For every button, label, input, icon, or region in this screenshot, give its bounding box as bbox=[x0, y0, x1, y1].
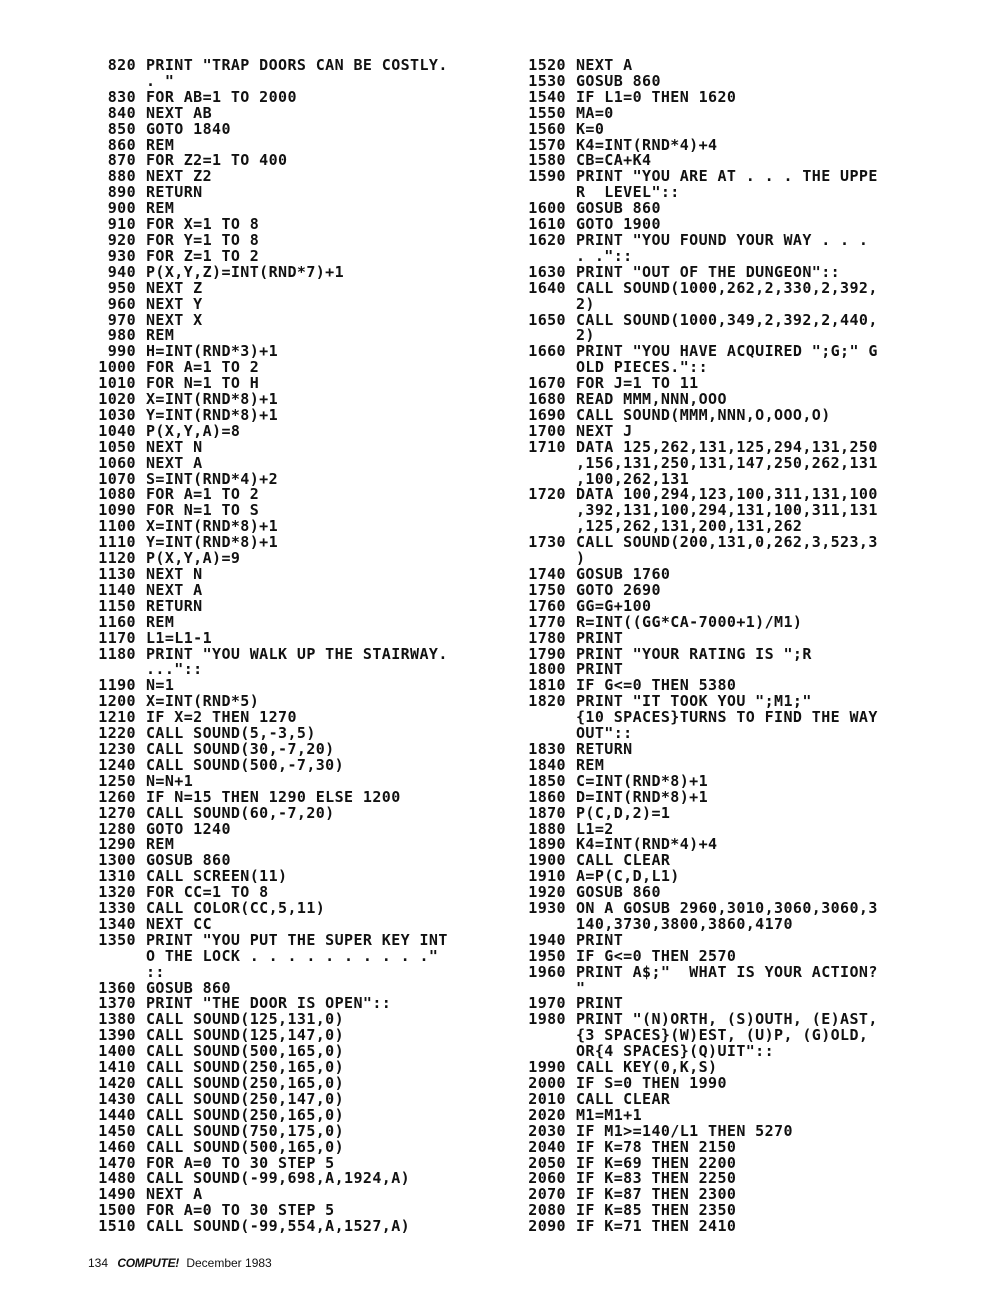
code-text: CALL SOUND(750,175,0) bbox=[146, 1121, 345, 1140]
code-text: K4=INT(RND*4)+4 bbox=[576, 835, 718, 854]
code-text: L1=2 bbox=[576, 819, 614, 838]
line-number: 1070 bbox=[98, 469, 136, 488]
line-number: 2050 bbox=[528, 1153, 566, 1172]
code-text: IF S=0 THEN 1990 bbox=[576, 1074, 727, 1092]
code-text: 2) bbox=[576, 294, 595, 313]
line-number: 1250 bbox=[98, 771, 136, 790]
code-text: DATA 100,294,123,100,311,131,100 bbox=[576, 485, 878, 504]
line-number: 1140 bbox=[98, 580, 136, 599]
code-text: CALL SOUND(-99,698,A,1924,A) bbox=[146, 1169, 411, 1188]
code-text: NEXT X bbox=[146, 310, 203, 329]
code-text: FOR A=1 TO 2 bbox=[146, 358, 260, 377]
line-number: 1650 bbox=[528, 310, 566, 329]
line-number: 1240 bbox=[98, 755, 136, 774]
line-number: 1040 bbox=[98, 421, 136, 440]
code-text: CALL SOUND(125,131,0) bbox=[146, 1010, 345, 1029]
line-number: 910 bbox=[107, 215, 136, 234]
line-number: 1120 bbox=[98, 549, 136, 568]
page-footer bbox=[88, 1256, 272, 1270]
code-text: Y=INT(RND*8)+1 bbox=[146, 405, 279, 424]
line-number: 1830 bbox=[528, 739, 566, 758]
line-number: 1480 bbox=[98, 1169, 136, 1188]
line-number: 1880 bbox=[528, 819, 566, 838]
line-number: 1630 bbox=[528, 262, 566, 281]
line-number: 1600 bbox=[528, 199, 566, 218]
line-number: 1640 bbox=[528, 278, 566, 297]
code-text: PRINT "YOU ARE AT . . . THE UPPE bbox=[576, 167, 878, 186]
code-text: NEXT Y bbox=[146, 294, 203, 313]
code-text: NEXT A bbox=[576, 56, 633, 74]
line-number: 1980 bbox=[528, 1010, 566, 1029]
line-number: 2000 bbox=[528, 1074, 566, 1092]
code-text: PRINT "YOUR RATING IS ";R bbox=[576, 644, 812, 663]
code-text: :: bbox=[146, 962, 165, 981]
code-text: NEXT A bbox=[146, 453, 203, 472]
line-number: 880 bbox=[107, 167, 136, 186]
line-number: 1190 bbox=[98, 676, 136, 695]
code-text: ON A GOSUB 2960,3010,3060,3060,3 bbox=[576, 899, 878, 918]
code-text: CALL CLEAR bbox=[576, 851, 671, 870]
code-text: OLD PIECES.":: bbox=[576, 358, 709, 377]
code-text: 140,3730,3800,3860,4170 bbox=[576, 914, 793, 933]
code-text: PRINT bbox=[576, 628, 624, 647]
line-number: 980 bbox=[107, 326, 136, 345]
line-number: 1680 bbox=[528, 390, 566, 409]
code-text: O THE LOCK . . . . . . . . . ." bbox=[146, 946, 439, 965]
line-number: 2070 bbox=[528, 1185, 566, 1204]
line-number: 850 bbox=[107, 119, 136, 138]
line-number: 1220 bbox=[98, 724, 136, 743]
code-text: RETURN bbox=[576, 739, 633, 758]
line-number: 820 bbox=[107, 56, 136, 74]
code-text: IF K=85 THEN 2350 bbox=[576, 1201, 737, 1220]
code-text: IF K=78 THEN 2150 bbox=[576, 1137, 737, 1156]
code-text: FOR Z2=1 TO 400 bbox=[146, 151, 288, 170]
line-number: 1670 bbox=[528, 374, 566, 393]
line-number: 1550 bbox=[528, 103, 566, 122]
code-text: CALL SOUND(30,-7,20) bbox=[146, 739, 335, 758]
code-text: GOTO 2690 bbox=[576, 580, 661, 599]
code-text: PRINT A$;" WHAT IS YOUR ACTION? bbox=[576, 962, 878, 981]
code-text: RETURN bbox=[146, 596, 203, 615]
code-text: FOR Z=1 TO 2 bbox=[146, 246, 260, 265]
line-number: 1870 bbox=[528, 803, 566, 822]
code-text: CALL SOUND(-99,554,A,1527,A) bbox=[146, 1217, 411, 1236]
line-number: 1080 bbox=[98, 485, 136, 504]
line-number: 890 bbox=[107, 183, 136, 202]
line-number: 1440 bbox=[98, 1105, 136, 1124]
code-text: REM bbox=[146, 835, 175, 854]
code-text: ) bbox=[576, 549, 586, 568]
code-text: IF M1>=140/L1 THEN 5270 bbox=[576, 1121, 793, 1140]
code-text: R LEVEL":: bbox=[576, 183, 680, 202]
code-text: CALL COLOR(CC,5,11) bbox=[146, 899, 326, 918]
line-number: 1390 bbox=[98, 1026, 136, 1045]
line-number: 1950 bbox=[528, 946, 566, 965]
code-text: X=INT(RND*8)+1 bbox=[146, 390, 279, 409]
line-number: 1740 bbox=[528, 565, 566, 583]
line-number: 1030 bbox=[98, 405, 136, 424]
code-text: CALL SOUND(250,147,0) bbox=[146, 1089, 345, 1108]
code-text: CALL SOUND(500,165,0) bbox=[146, 1042, 345, 1061]
line-number: 1380 bbox=[98, 1010, 136, 1029]
code-text: S=INT(RND*4)+2 bbox=[146, 469, 279, 488]
line-number: 1850 bbox=[528, 771, 566, 790]
code-text: REM bbox=[146, 199, 175, 218]
code-text: N=N+1 bbox=[146, 771, 194, 790]
line-number: 1800 bbox=[528, 660, 566, 679]
line-number: 860 bbox=[107, 135, 136, 154]
code-text: PRINT "IT TOOK YOU ";M1;" bbox=[576, 692, 812, 711]
code-text: DATA 125,262,131,125,294,131,250 bbox=[576, 437, 878, 456]
line-number: 950 bbox=[107, 278, 136, 297]
line-number: 2060 bbox=[528, 1169, 566, 1188]
line-number: 1560 bbox=[528, 119, 566, 138]
code-text: GOTO 1900 bbox=[576, 215, 661, 234]
code-text: PRINT "YOU HAVE ACQUIRED ";G;" G bbox=[576, 342, 878, 361]
code-text: REM bbox=[576, 755, 605, 774]
line-number: 1610 bbox=[528, 215, 566, 234]
code-text: FOR J=1 TO 11 bbox=[576, 374, 699, 393]
line-number: 1150 bbox=[98, 596, 136, 615]
code-text: GOSUB 860 bbox=[576, 71, 661, 90]
line-number: 1350 bbox=[98, 930, 136, 949]
line-number: 1260 bbox=[98, 787, 136, 806]
code-text: Y=INT(RND*8)+1 bbox=[146, 533, 279, 552]
code-text: P(X,Y,A)=8 bbox=[146, 421, 241, 440]
line-number: 1110 bbox=[98, 533, 136, 552]
line-number: 1400 bbox=[98, 1042, 136, 1061]
code-text: CALL CLEAR bbox=[576, 1089, 671, 1108]
code-text: GOTO 1240 bbox=[146, 819, 231, 838]
line-number: 1330 bbox=[98, 899, 136, 918]
code-text: GOSUB 860 bbox=[146, 978, 231, 997]
code-text: NEXT Z2 bbox=[146, 167, 213, 186]
line-number: 940 bbox=[107, 262, 136, 281]
code-text: P(X,Y,A)=9 bbox=[146, 549, 241, 568]
code-text: REM bbox=[146, 612, 175, 631]
code-text: PRINT "YOU PUT THE SUPER KEY INT bbox=[146, 930, 448, 949]
line-number: 2030 bbox=[528, 1121, 566, 1140]
line-number: 920 bbox=[107, 230, 136, 249]
line-number: 1900 bbox=[528, 851, 566, 870]
line-number: 1840 bbox=[528, 755, 566, 774]
line-number: 1790 bbox=[528, 644, 566, 663]
code-text: NEXT A bbox=[146, 1185, 203, 1204]
code-text: PRINT bbox=[576, 660, 624, 679]
code-text: . .":: bbox=[576, 246, 633, 265]
code-text: FOR X=1 TO 8 bbox=[146, 215, 260, 234]
code-text: NEXT CC bbox=[146, 914, 213, 933]
code-text: CALL SOUND(500,165,0) bbox=[146, 1137, 345, 1156]
code-text: RETURN bbox=[146, 183, 203, 202]
code-text: GOSUB 860 bbox=[576, 883, 661, 902]
line-number: 1340 bbox=[98, 914, 136, 933]
code-text: R=INT((GG*CA-7000+1)/M1) bbox=[576, 612, 803, 631]
code-text: CALL SOUND(125,147,0) bbox=[146, 1026, 345, 1045]
line-number: 1280 bbox=[98, 819, 136, 838]
code-text: H=INT(RND*3)+1 bbox=[146, 342, 279, 361]
line-number: 2040 bbox=[528, 1137, 566, 1156]
code-text: P(X,Y,Z)=INT(RND*7)+1 bbox=[146, 262, 345, 281]
code-text: ,156,131,250,131,147,250,262,131 bbox=[576, 453, 878, 472]
magazine-name: COMPUTE! bbox=[117, 1256, 179, 1270]
code-text: CALL SOUND(500,-7,30) bbox=[146, 755, 345, 774]
line-number: 1660 bbox=[528, 342, 566, 361]
line-number: 2010 bbox=[528, 1089, 566, 1108]
line-number: 1710 bbox=[528, 437, 566, 456]
line-number: 1050 bbox=[98, 437, 136, 456]
line-number: 1580 bbox=[528, 151, 566, 170]
code-text: CALL SOUND(250,165,0) bbox=[146, 1058, 345, 1077]
line-number: 1160 bbox=[98, 612, 136, 631]
line-number: 1230 bbox=[98, 739, 136, 758]
line-number: 1490 bbox=[98, 1185, 136, 1204]
code-text: PRINT bbox=[576, 994, 624, 1013]
code-text: NEXT J bbox=[576, 421, 633, 440]
code-text: GOSUB 860 bbox=[146, 851, 231, 870]
line-number: 1730 bbox=[528, 533, 566, 552]
code-text: CALL KEY(0,K,S) bbox=[576, 1058, 718, 1077]
line-number: 1010 bbox=[98, 374, 136, 393]
line-number: 1700 bbox=[528, 421, 566, 440]
code-text: FOR N=1 TO S bbox=[146, 501, 260, 520]
code-text: NEXT A bbox=[146, 580, 203, 599]
line-number: 1910 bbox=[528, 867, 566, 886]
line-number: 1780 bbox=[528, 628, 566, 647]
line-number: 2020 bbox=[528, 1105, 566, 1124]
line-number: 1920 bbox=[528, 883, 566, 902]
line-number: 1620 bbox=[528, 230, 566, 249]
code-text: L1=L1-1 bbox=[146, 628, 213, 647]
line-number: 1310 bbox=[98, 867, 136, 886]
line-number: 1100 bbox=[98, 517, 136, 536]
code-text: X=INT(RND*8)+1 bbox=[146, 517, 279, 536]
code-text: GOSUB 1760 bbox=[576, 565, 671, 583]
line-number: 1990 bbox=[528, 1058, 566, 1077]
line-number: 1090 bbox=[98, 501, 136, 520]
code-text: FOR AB=1 TO 2000 bbox=[146, 87, 297, 106]
code-text: A=P(C,D,L1) bbox=[576, 867, 680, 886]
line-number: 1750 bbox=[528, 580, 566, 599]
line-number: 1020 bbox=[98, 390, 136, 409]
line-number: 1760 bbox=[528, 596, 566, 615]
line-number: 1530 bbox=[528, 71, 566, 90]
line-number: 1420 bbox=[98, 1074, 136, 1092]
code-text: IF K=69 THEN 2200 bbox=[576, 1153, 737, 1172]
code-text: CALL SOUND(1000,262,2,330,2,392, bbox=[576, 278, 878, 297]
code-text: PRINT "(N)ORTH, (S)OUTH, (E)AST, bbox=[576, 1010, 878, 1029]
code-text: GOTO 1840 bbox=[146, 119, 231, 138]
code-text: K=0 bbox=[576, 119, 605, 138]
line-number: 1540 bbox=[528, 87, 566, 106]
line-number: 930 bbox=[107, 246, 136, 265]
line-number: 1500 bbox=[98, 1201, 136, 1220]
code-text: P(C,D,2)=1 bbox=[576, 803, 671, 822]
line-number: 1860 bbox=[528, 787, 566, 806]
code-text: GOSUB 860 bbox=[576, 199, 661, 218]
line-number: 1940 bbox=[528, 930, 566, 949]
line-number: 970 bbox=[107, 310, 136, 329]
line-number: 1180 bbox=[98, 644, 136, 663]
code-text: IF K=83 THEN 2250 bbox=[576, 1169, 737, 1188]
line-number: 1410 bbox=[98, 1058, 136, 1077]
code-text: NEXT N bbox=[146, 437, 203, 456]
code-text: M1=M1+1 bbox=[576, 1105, 643, 1124]
line-number: 1890 bbox=[528, 835, 566, 854]
code-text: IF K=87 THEN 2300 bbox=[576, 1185, 737, 1204]
code-text: FOR A=0 TO 30 STEP 5 bbox=[146, 1153, 335, 1172]
line-number: 2090 bbox=[528, 1217, 566, 1236]
code-text: READ MMM,NNN,OOO bbox=[576, 390, 727, 409]
code-text: IF G<=0 THEN 2570 bbox=[576, 946, 737, 965]
code-text: CALL SCREEN(11) bbox=[146, 867, 288, 886]
code-text: PRINT "YOU WALK UP THE STAIRWAY. bbox=[146, 644, 448, 663]
code-text: PRINT bbox=[576, 930, 624, 949]
code-text: PRINT "OUT OF THE DUNGEON":: bbox=[576, 262, 841, 281]
code-text: PRINT "THE DOOR IS OPEN":: bbox=[146, 994, 392, 1013]
line-number: 1170 bbox=[98, 628, 136, 647]
line-number: 1820 bbox=[528, 692, 566, 711]
line-number: 1290 bbox=[98, 835, 136, 854]
page-number: 134 bbox=[88, 1256, 109, 1270]
line-number: 840 bbox=[107, 103, 136, 122]
code-text: IF L1=0 THEN 1620 bbox=[576, 87, 737, 106]
line-number: 990 bbox=[107, 342, 136, 361]
code-text: IF G<=0 THEN 5380 bbox=[576, 676, 737, 695]
code-line bbox=[518, 1219, 938, 1235]
code-text: CB=CA+K4 bbox=[576, 151, 652, 170]
line-number: 1320 bbox=[98, 883, 136, 902]
code-text: {3 SPACES}(W)EST, (U)P, (G)OLD, bbox=[576, 1026, 869, 1045]
line-number: 900 bbox=[107, 199, 136, 218]
code-text: REM bbox=[146, 135, 175, 154]
issue-date: December 1983 bbox=[186, 1256, 272, 1270]
code-text: PRINT "YOU FOUND YOUR WAY . . . bbox=[576, 230, 869, 249]
line-number: 1000 bbox=[98, 358, 136, 377]
code-text: CALL SOUND(5,-3,5) bbox=[146, 724, 316, 743]
line-number: 1300 bbox=[98, 851, 136, 870]
code-text: CALL SOUND(200,131,0,262,3,523,3 bbox=[576, 533, 878, 552]
code-text: D=INT(RND*8)+1 bbox=[576, 787, 709, 806]
code-line bbox=[88, 1219, 500, 1235]
line-number: 1510 bbox=[98, 1217, 136, 1236]
line-number: 1810 bbox=[528, 676, 566, 695]
code-text: X=INT(RND*5) bbox=[146, 692, 260, 711]
listing-column-left bbox=[88, 58, 500, 1235]
code-text: K4=INT(RND*4)+4 bbox=[576, 135, 718, 154]
code-text: N=1 bbox=[146, 676, 175, 695]
listing-column-right bbox=[518, 58, 938, 1235]
code-text: CALL SOUND(250,165,0) bbox=[146, 1074, 345, 1092]
code-text: CALL SOUND(MMM,NNN,O,OOO,O) bbox=[576, 405, 831, 424]
line-number: 1960 bbox=[528, 962, 566, 981]
line-number: 1970 bbox=[528, 994, 566, 1013]
code-text: 2) bbox=[576, 326, 595, 345]
line-number: 830 bbox=[107, 87, 136, 106]
code-text: ,125,262,131,200,131,262 bbox=[576, 517, 803, 536]
code-text: CALL SOUND(1000,349,2,392,2,440, bbox=[576, 310, 878, 329]
line-number: 1370 bbox=[98, 994, 136, 1013]
code-text: OR{4 SPACES}(Q)UIT":: bbox=[576, 1042, 775, 1061]
code-text: FOR CC=1 TO 8 bbox=[146, 883, 269, 902]
line-number: 870 bbox=[107, 151, 136, 170]
line-number: 1690 bbox=[528, 405, 566, 424]
code-text: ,100,262,131 bbox=[576, 469, 690, 488]
line-number: 2080 bbox=[528, 1201, 566, 1220]
line-number: 1060 bbox=[98, 453, 136, 472]
code-text: NEXT Z bbox=[146, 278, 203, 297]
code-text: ...":: bbox=[146, 660, 203, 679]
code-text: NEXT N bbox=[146, 565, 203, 583]
code-text: FOR N=1 TO H bbox=[146, 374, 260, 393]
line-number: 1450 bbox=[98, 1121, 136, 1140]
code-text: " bbox=[576, 978, 586, 997]
line-number: 1590 bbox=[528, 167, 566, 186]
code-text: IF X=2 THEN 1270 bbox=[146, 708, 297, 727]
code-text: REM bbox=[146, 326, 175, 345]
code-text: FOR A=0 TO 30 STEP 5 bbox=[146, 1201, 335, 1220]
code-text: {10 SPACES}TURNS TO FIND THE WAY bbox=[576, 708, 878, 727]
code-text: PRINT "TRAP DOORS CAN BE COSTLY. bbox=[146, 56, 448, 74]
line-number: 1360 bbox=[98, 978, 136, 997]
code-text: OUT":: bbox=[576, 724, 633, 743]
code-text: CALL SOUND(60,-7,20) bbox=[146, 803, 335, 822]
code-text: C=INT(RND*8)+1 bbox=[576, 771, 709, 790]
line-number: 1270 bbox=[98, 803, 136, 822]
line-number: 1470 bbox=[98, 1153, 136, 1172]
code-text: CALL SOUND(250,165,0) bbox=[146, 1105, 345, 1124]
line-number: 1520 bbox=[528, 56, 566, 74]
code-text: IF K=71 THEN 2410 bbox=[576, 1217, 737, 1236]
code-text: GG=G+100 bbox=[576, 596, 652, 615]
code-text: NEXT AB bbox=[146, 103, 213, 122]
line-number: 1770 bbox=[528, 612, 566, 631]
line-number: 1430 bbox=[98, 1089, 136, 1108]
line-number: 1130 bbox=[98, 565, 136, 583]
code-text: MA=0 bbox=[576, 103, 614, 122]
code-text: FOR Y=1 TO 8 bbox=[146, 230, 260, 249]
line-number: 1570 bbox=[528, 135, 566, 154]
line-number: 960 bbox=[107, 294, 136, 313]
code-text: . " bbox=[146, 71, 175, 90]
code-text: ,392,131,100,294,131,100,311,131 bbox=[576, 501, 878, 520]
line-number: 1200 bbox=[98, 692, 136, 711]
line-number: 1460 bbox=[98, 1137, 136, 1156]
line-number: 1210 bbox=[98, 708, 136, 727]
line-number: 1720 bbox=[528, 485, 566, 504]
code-text: FOR A=1 TO 2 bbox=[146, 485, 260, 504]
line-number: 1930 bbox=[528, 899, 566, 918]
code-text: IF N=15 THEN 1290 ELSE 1200 bbox=[146, 787, 401, 806]
